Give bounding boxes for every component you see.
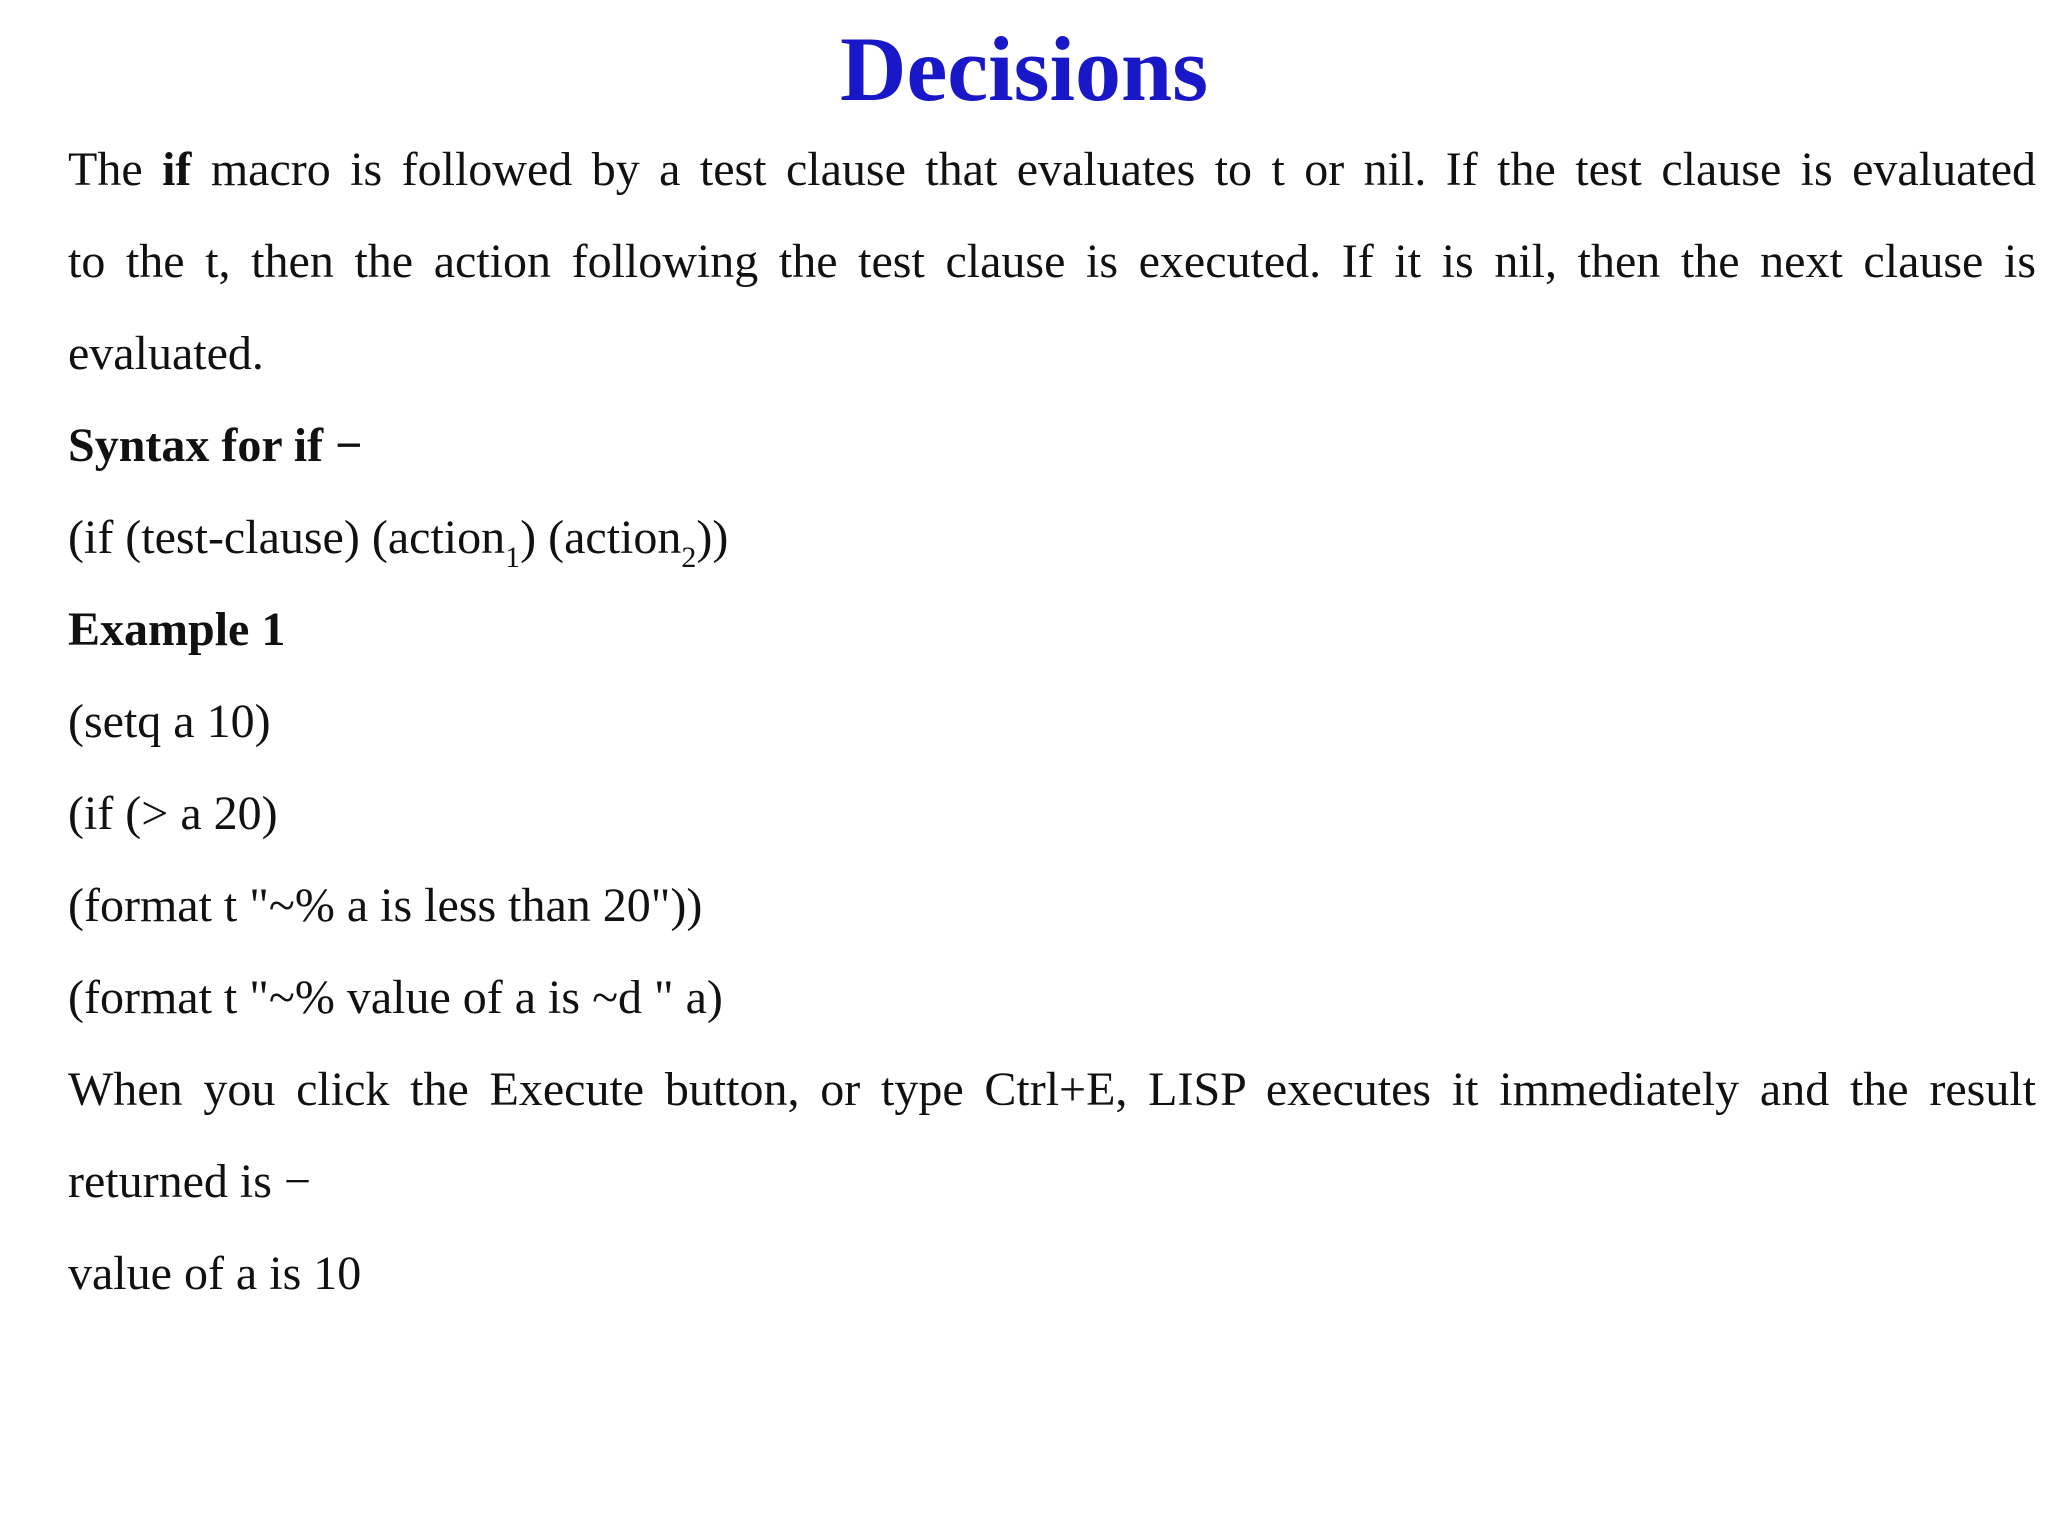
if-keyword: if — [162, 143, 192, 196]
intro-line-1 — [68, 124, 2036, 216]
code-line-4: (format t "~% value of a is ~d " a) — [68, 971, 723, 1024]
output-line: value of a is 10 — [68, 1247, 362, 1300]
document-body — [68, 124, 2036, 1320]
intro-prefix: The — [68, 143, 143, 196]
page-title: Decisions — [840, 18, 1208, 120]
syntax-part-3: )) — [696, 511, 729, 564]
intro-line-2: to the t, then the action following the test clause is executed. If it is nil, then the next clause is — [68, 235, 2036, 288]
syntax-part-2: ) (action — [520, 511, 682, 564]
syntax-subscript-2: 2 — [681, 541, 697, 574]
syntax-part-1: (if (test-clause) (action — [68, 511, 506, 564]
result-text-line-2: returned is − — [68, 1155, 311, 1208]
syntax-subscript-1: 1 — [505, 541, 521, 574]
example-heading: Example 1 — [68, 603, 286, 656]
syntax-line — [68, 492, 2036, 584]
result-text-line-1: When you click the Execute button, or type Ctrl+E, LISP executes it immediately and the result — [68, 1063, 2036, 1116]
code-line-3: (format t "~% a is less than 20")) — [68, 879, 703, 932]
code-line-2: (if (> a 20) — [68, 787, 278, 840]
syntax-heading: Syntax for if − — [68, 419, 363, 472]
intro-rest: macro is followed by a test clause that evaluates to t or nil. If the test clause is evaluated — [210, 143, 2037, 196]
intro-line-3: evaluated. — [68, 327, 264, 380]
code-line-1: (setq a 10) — [68, 695, 271, 748]
